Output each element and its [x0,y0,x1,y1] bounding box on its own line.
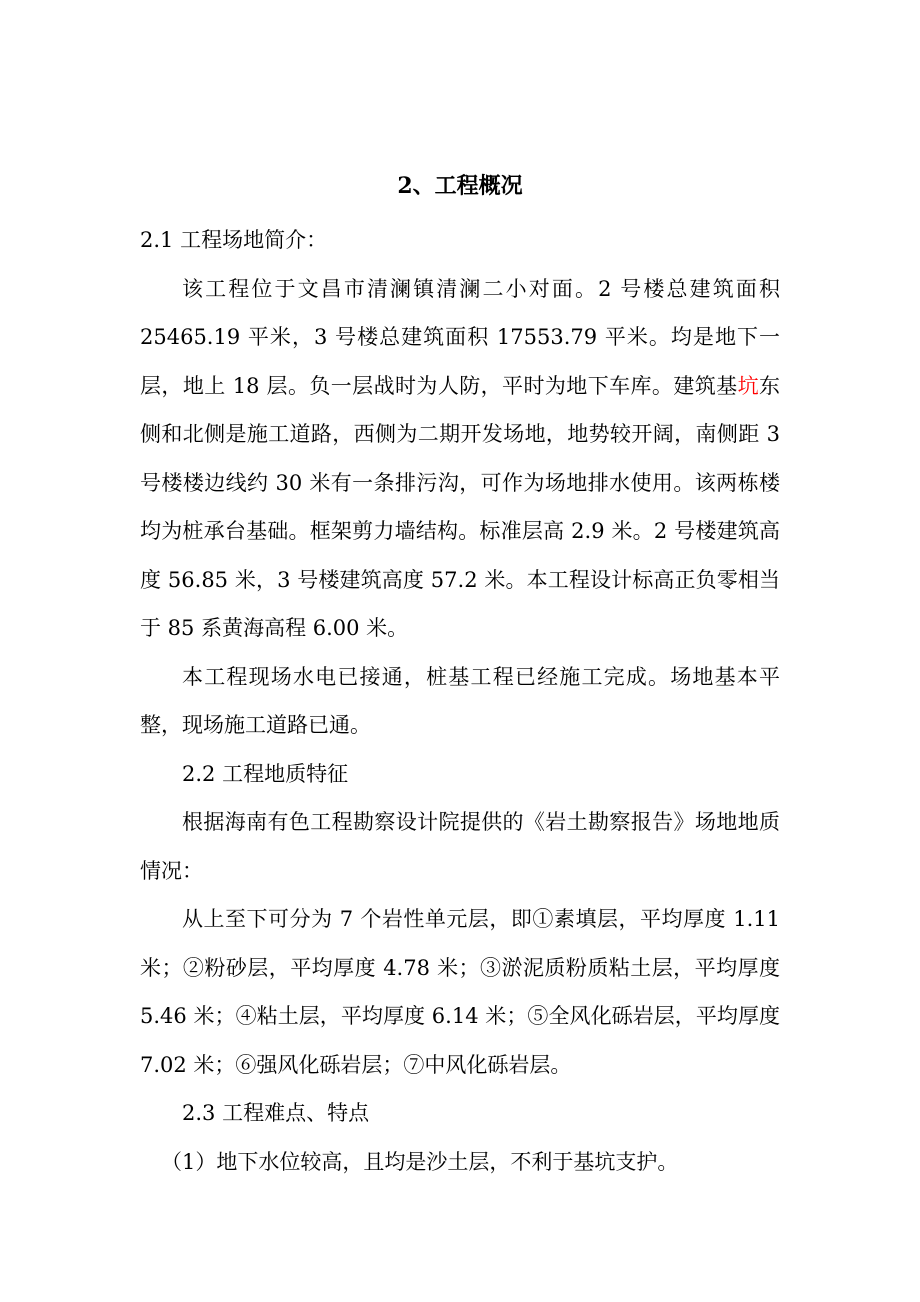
highlighted-character: 坑 [737,373,760,398]
site-description-paragraph [140,265,780,653]
difficulty-item-1: （1）地下水位较高，且均是沙土层，不利于基坑支护。 [161,1149,679,1174]
section-2-2-heading: 2.2 工程地质特征 [182,761,349,786]
geology-intro-paragraph: 根据海南有色工程勘察设计院提供的《岩土勘察报告》场地地质情况： [140,810,780,883]
geology-layers-paragraph: 从上至下可分为 7 个岩性单元层，即①素填层，平均厚度 1.11 米；②粉砂层，平均厚度 4.78 米；③淤泥质粉质粘土层，平均厚度 5.46 米；④粘土层，平均厚度 6.14 米；⑤全风化砾岩层，平均厚度 7.02 米；⑥强风化砾岩层；⑦中风化砾岩层。 [140,907,780,1077]
section-2-3-heading: 2.3 工程难点、特点 [182,1101,370,1125]
site-utilities-paragraph: 本工程现场水电已接通，桩基工程已经施工完成。场地基本平整，现场施工道路已通。 [140,664,780,737]
section-title: 2、工程概况 [397,173,523,199]
document-page [140,168,780,1186]
site-description-text-a: 该工程位于文昌市清澜镇清澜二小对面。2 号楼总建筑面积 25465.19 平米，3 号楼总建筑面积 17553.79 平米。均是地下一层，地上 18 层。负一层战时为人防，平时为地下车库。建筑基 [140,276,780,398]
section-2-1-heading: 2.1 工程场地简介： [140,228,328,252]
site-description-text-b: 东侧和北侧是施工道路，西侧为二期开发场地，地势较开阔，南侧距 3 号楼楼边线约 30 米有一条排污沟，可作为场地排水使用。该两栋楼均为桩承台基础。框架剪力墙结构。标准层高 2.9 米。2 号楼建筑高度 56.85 米，3 号楼建筑高度 57.2 米。本工程设计标高正负零相当于 85 系黄海高程 6.00 米。 [140,373,781,640]
